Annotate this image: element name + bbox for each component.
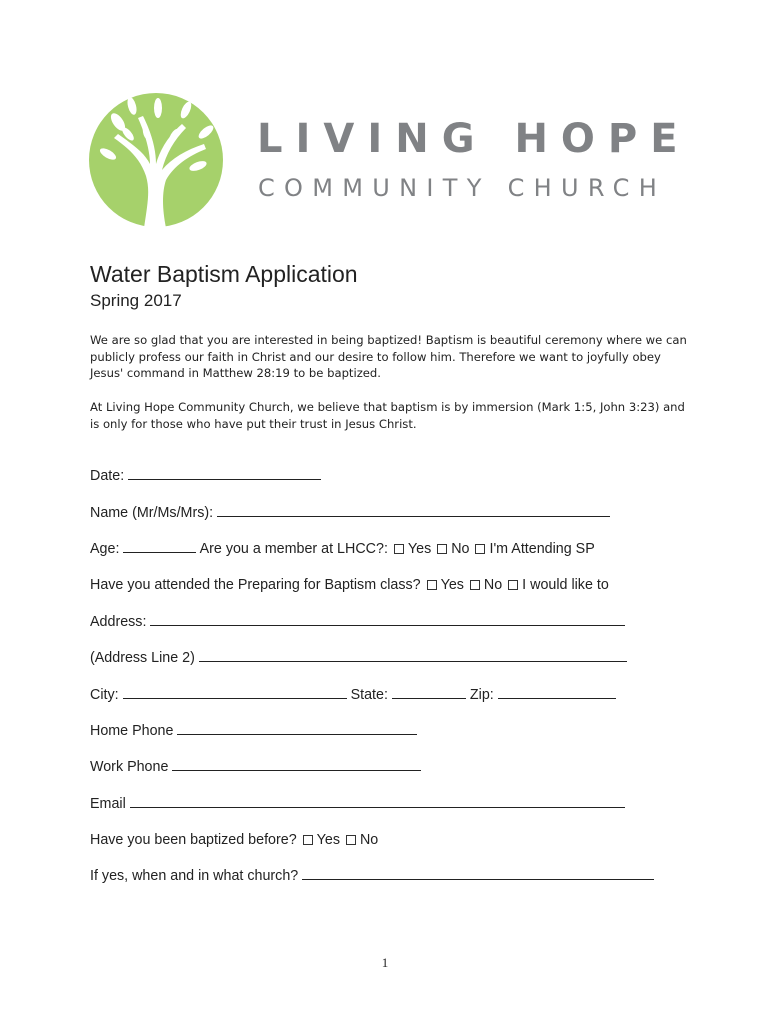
work-phone-row xyxy=(90,758,421,776)
intro-paragraph-1: We are so glad that you are interested in being baptized! Baptism is beautiful ceremony where we can publicly profess our faith in Christ and our desire to follow him. Therefore we want to joyfully obey Jesus' command in Matthew 28:19 to be baptized. xyxy=(90,333,687,380)
age-member-row xyxy=(90,540,595,558)
church-name-line2: COMMUNITY CHURCH xyxy=(258,174,667,202)
address2-field[interactable] xyxy=(199,649,627,662)
class-would-like-checkbox[interactable] xyxy=(508,580,518,590)
member-question: Are you a member at LHCC?: xyxy=(199,541,388,557)
class-option-yes: Yes xyxy=(440,577,464,593)
class-no-checkbox[interactable] xyxy=(470,580,480,590)
email-row xyxy=(90,795,625,813)
city-state-zip-row xyxy=(90,686,616,704)
church-question: If yes, when and in what church? xyxy=(90,868,299,884)
age-field[interactable] xyxy=(123,540,196,553)
city-label: City: xyxy=(90,687,119,703)
age-label: Age: xyxy=(90,541,120,557)
date-field[interactable] xyxy=(128,467,321,480)
work-phone-field[interactable] xyxy=(172,758,421,771)
class-option-would-like: I would like to xyxy=(522,577,609,593)
church-row xyxy=(90,867,654,885)
work-phone-label: Work Phone xyxy=(90,759,169,775)
page-subtitle: Spring 2017 xyxy=(90,291,182,310)
class-yes-checkbox[interactable] xyxy=(427,580,437,590)
name-row xyxy=(90,504,610,522)
address2-label: (Address Line 2) xyxy=(90,650,195,666)
church-name-line1: LIVING HOPE xyxy=(257,116,691,162)
address-field[interactable] xyxy=(150,613,625,626)
baptized-option-yes: Yes xyxy=(316,832,340,848)
home-phone-field[interactable] xyxy=(177,722,417,735)
state-label: State: xyxy=(350,687,388,703)
tree-leaves-icon xyxy=(88,92,224,228)
member-option-attending: I'm Attending SP xyxy=(489,541,595,557)
city-field[interactable] xyxy=(123,686,347,699)
baptized-option-no: No xyxy=(359,832,379,848)
member-no-checkbox[interactable] xyxy=(437,544,447,554)
address-label: Address: xyxy=(90,614,147,630)
class-row xyxy=(90,576,609,594)
member-yes-checkbox[interactable] xyxy=(394,544,404,554)
member-option-yes: Yes xyxy=(407,541,432,557)
name-field[interactable] xyxy=(217,504,610,517)
page-title: Water Baptism Application xyxy=(90,261,358,287)
member-attending-checkbox[interactable] xyxy=(475,544,485,554)
page-number: 1 xyxy=(381,955,389,970)
intro-paragraph-2: At Living Hope Community Church, we believe that baptism is by immersion (Mark 1:5, John 3:23) and is only for those who have put their trust in Jesus Christ. xyxy=(90,400,685,431)
baptized-no-checkbox[interactable] xyxy=(346,835,356,845)
member-option-no: No xyxy=(451,541,470,557)
baptized-question: Have you been baptized before? xyxy=(90,832,297,848)
date-label: Date: xyxy=(90,468,125,484)
zip-label: Zip: xyxy=(469,687,494,703)
baptized-yes-checkbox[interactable] xyxy=(303,835,313,845)
class-option-no: No xyxy=(483,577,503,593)
baptized-row xyxy=(90,831,378,849)
email-label: Email xyxy=(90,796,126,812)
home-phone-label: Home Phone xyxy=(90,723,174,739)
church-field[interactable] xyxy=(302,867,654,880)
zip-field[interactable] xyxy=(498,686,616,699)
address2-row xyxy=(90,649,627,667)
date-row xyxy=(90,467,321,485)
home-phone-row xyxy=(90,722,417,740)
address-row xyxy=(90,613,625,631)
state-field[interactable] xyxy=(392,686,466,699)
email-field[interactable] xyxy=(130,795,625,808)
class-question: Have you attended the Preparing for Baptism class? xyxy=(90,577,421,593)
name-label: Name (Mr/Ms/Mrs): xyxy=(90,505,214,521)
